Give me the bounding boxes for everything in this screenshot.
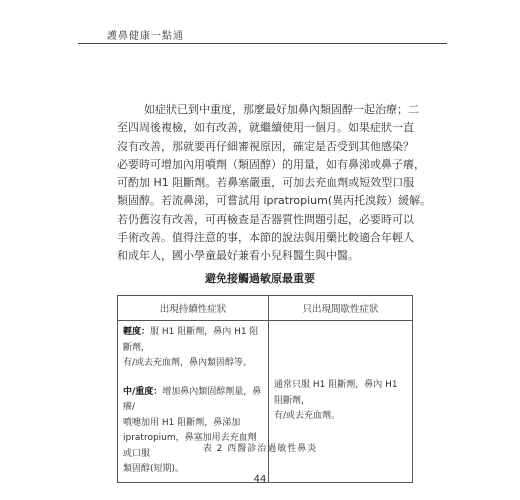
intermittent-line: 通常只服 H1 阻斷劑，鼻內 H1 阻斷劑，	[274, 380, 398, 406]
mild-label: 輕度：	[123, 327, 151, 337]
page-number: 44	[253, 474, 267, 485]
body-line: 必要時可增加內用噴劑（類固醇）的用量，如有鼻涕或鼻子癢，	[117, 157, 425, 171]
severe-line: ipratropium，鼻塞加用去充血劑或口服	[123, 433, 257, 459]
body-line: 手術改善。值得注意的事，本節的說法與用藥比較適合年輕人	[117, 231, 414, 245]
header-rule	[78, 43, 447, 44]
table-row	[118, 321, 413, 483]
table-header-row	[118, 296, 413, 321]
severe-line: 噴嚏加用 H1 阻斷劑，鼻涕加	[123, 417, 241, 428]
mild-line: 有/或去充血劑，鼻內類固醇等。	[123, 358, 253, 368]
body-line: 若仍舊沒有改善，可再檢查是否器質性問題引起，必要時可以	[117, 212, 414, 226]
persistent-cell	[118, 321, 269, 483]
severe-label: 中/重度：	[123, 386, 163, 397]
intermittent-cell	[269, 321, 413, 483]
mild-block	[123, 325, 263, 372]
body-line: 和成年人，國小學童最好兼看小兒科醫生與中醫。	[117, 249, 359, 263]
severe-line: 類固醇(短期)。	[123, 464, 185, 474]
body-line: 可酌加 H1 阻斷劑。若鼻塞嚴重，可加去充血劑或短效型口服	[117, 176, 415, 190]
intermittent-line: 有/或去充血劑。	[274, 411, 341, 421]
body-line: 沒有改善，那就要再仔細審視原因，確定是否受到其他感染？	[117, 139, 414, 153]
body-line: 如症狀已到中重度，那麼最好加鼻內類固醇一起治療；二	[144, 103, 419, 116]
running-header-title: 護鼻健康一點通	[107, 31, 184, 42]
severe-line: 增加鼻內類固醇劑量，鼻癢/	[123, 386, 262, 412]
body-line: 類固醇。若流鼻涕，可嘗試用 ipratropium(異丙托溴銨）緩解。	[117, 194, 432, 208]
body-paragraph	[117, 101, 432, 266]
table-header-persistent: 出現持續性症狀	[118, 296, 269, 321]
treatment-table	[117, 295, 413, 483]
body-line: 至四周後複檢，如有改善，就繼續使用一個月。如果症狀一直	[117, 121, 414, 135]
section-title: 避免接觸過敏原最重要	[205, 272, 315, 285]
table-header-intermittent: 只出現間歇性症狀	[269, 296, 413, 321]
mild-line: 服 H1 阻斷劑，鼻內 H1 阻斷劑，	[123, 327, 259, 353]
table-caption: 表 2 西醫診治過敏性鼻炎	[202, 444, 318, 454]
severe-block	[123, 385, 263, 478]
